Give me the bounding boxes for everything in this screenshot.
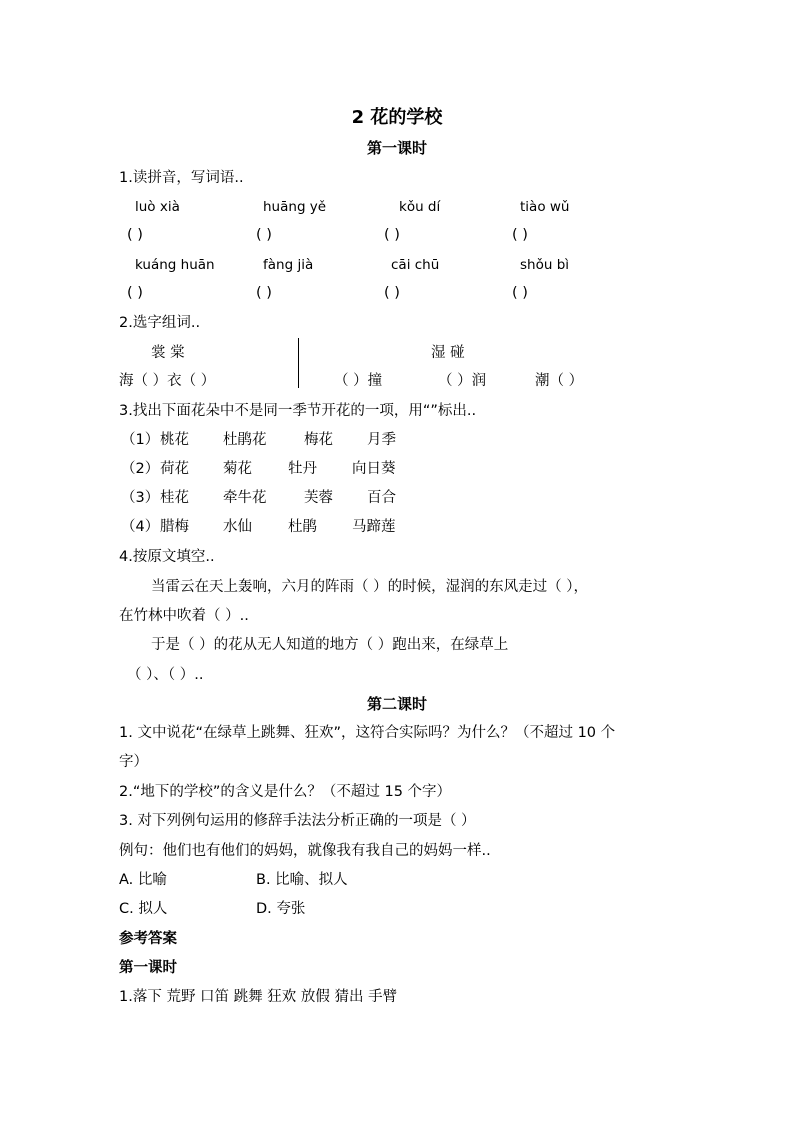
l2-q2: 2.“地下的学校”的含义是什么？（不超过 15 个字）	[119, 784, 452, 800]
q3-option-item: 水仙	[223, 519, 252, 535]
q4-passage-line[interactable]: 在竹林中吹着（ ）..	[119, 608, 249, 624]
q3-heading: 3.找出下面花朵中不是同一季节开花的一项，用“”标出..	[119, 403, 477, 419]
q2-divider	[298, 338, 299, 388]
q3-option-item: 向日葵	[352, 461, 396, 477]
l2-example: 例句：他们也有他们的妈妈，就像我有我自己的妈妈一样..	[119, 843, 491, 859]
pinyin-3: kǒu dí	[399, 199, 441, 215]
option-c[interactable]: C. 拟人	[119, 901, 168, 917]
q4-passage-line[interactable]: （ ）、（ ）..	[127, 667, 204, 683]
answer-blank[interactable]: ( )	[384, 285, 400, 301]
q3-option-number: （3）	[121, 490, 160, 506]
q2-heading: 2.选字组词..	[119, 315, 201, 331]
answers-lesson1: 第一课时	[119, 960, 177, 976]
q3-option-item: 牡丹	[288, 461, 317, 477]
answer-blank[interactable]: ( )	[127, 285, 143, 301]
q3-option-number: （2）	[121, 461, 160, 477]
pinyin-1: luò xià	[135, 199, 180, 215]
pinyin-4: tiào wǔ	[520, 199, 570, 215]
pinyin-6: fàng jià	[263, 257, 314, 273]
answer-blank[interactable]: ( )	[127, 227, 143, 243]
page-title: 2 花的学校	[351, 107, 443, 128]
q4-heading: 4.按原文填空..	[119, 549, 215, 565]
lesson2-heading: 第二课时	[366, 695, 427, 713]
answer-blank[interactable]: ( )	[256, 285, 272, 301]
q2-right-chars: 湿 碰	[431, 345, 465, 361]
q4-passage-line[interactable]: 于是（ ）的花从无人知道的地方（ ）跑出来，在绿草上	[151, 637, 509, 653]
q4-passage-line[interactable]: 当雷云在天上轰响，六月的阵雨（ ）的时候，湿润的东风走过（ ），	[151, 579, 588, 595]
q3-option-item: 菊花	[223, 461, 252, 477]
q2-right-blank-2[interactable]: （ ）润	[438, 373, 487, 389]
q2-left-chars: 裳 棠	[151, 345, 185, 361]
answer-blank[interactable]: ( )	[256, 227, 272, 243]
option-b[interactable]: B. 比喻、拟人	[256, 872, 348, 888]
l2-q1-line1: 1. 文中说花“在绿草上跳舞、狂欢”，这符合实际吗？为什么？（不超过 10 个	[119, 725, 616, 741]
q3-option-number: （4）	[121, 519, 160, 535]
q3-option-item: 芙蓉	[304, 490, 333, 506]
answer-blank[interactable]: ( )	[512, 285, 528, 301]
answer-1: 1.落下 荒野 口笛 跳舞 狂欢 放假 猜出 手臂	[119, 989, 398, 1005]
q3-option-item: 桃花	[160, 432, 189, 448]
answer-blank[interactable]: ( )	[384, 227, 400, 243]
option-a[interactable]: A. 比喻	[119, 872, 167, 888]
pinyin-5: kuáng huān	[135, 257, 215, 273]
q3-option-item: 牵牛花	[223, 490, 267, 506]
q2-right-blank-3[interactable]: 潮（ ）	[535, 373, 584, 389]
option-d[interactable]: D. 夸张	[256, 901, 306, 917]
q3-option-item: 桂花	[160, 490, 189, 506]
pinyin-2: huāng yě	[263, 199, 327, 215]
q2-right-blank-1[interactable]: （ ）撞	[334, 373, 383, 389]
lesson1-heading: 第一课时	[366, 139, 427, 157]
q1-heading: 1.读拼音，写词语..	[119, 170, 244, 186]
q3-option-item: 马蹄莲	[352, 519, 396, 535]
answers-heading: 参考答案	[119, 931, 177, 947]
answer-blank[interactable]: ( )	[512, 227, 528, 243]
q3-option-number: （1）	[121, 432, 160, 448]
q3-option-item: 月季	[367, 432, 396, 448]
pinyin-8: shǒu bì	[520, 257, 570, 273]
q3-option-item: 腊梅	[160, 519, 189, 535]
l2-q1-line2: 字）	[119, 754, 148, 770]
q2-left-blanks[interactable]: 海（ ）衣（ ）	[119, 373, 216, 389]
q3-option-item: 百合	[367, 490, 396, 506]
q3-option-item: 杜鹃	[288, 519, 317, 535]
pinyin-7: cāi chū	[391, 257, 440, 273]
q3-option-item: 梅花	[304, 432, 333, 448]
q3-option-item: 荷花	[160, 461, 189, 477]
l2-q3: 3. 对下列例句运用的修辞手法法分析正确的一项是（ ）	[119, 813, 476, 829]
q3-option-item: 杜鹃花	[223, 432, 267, 448]
